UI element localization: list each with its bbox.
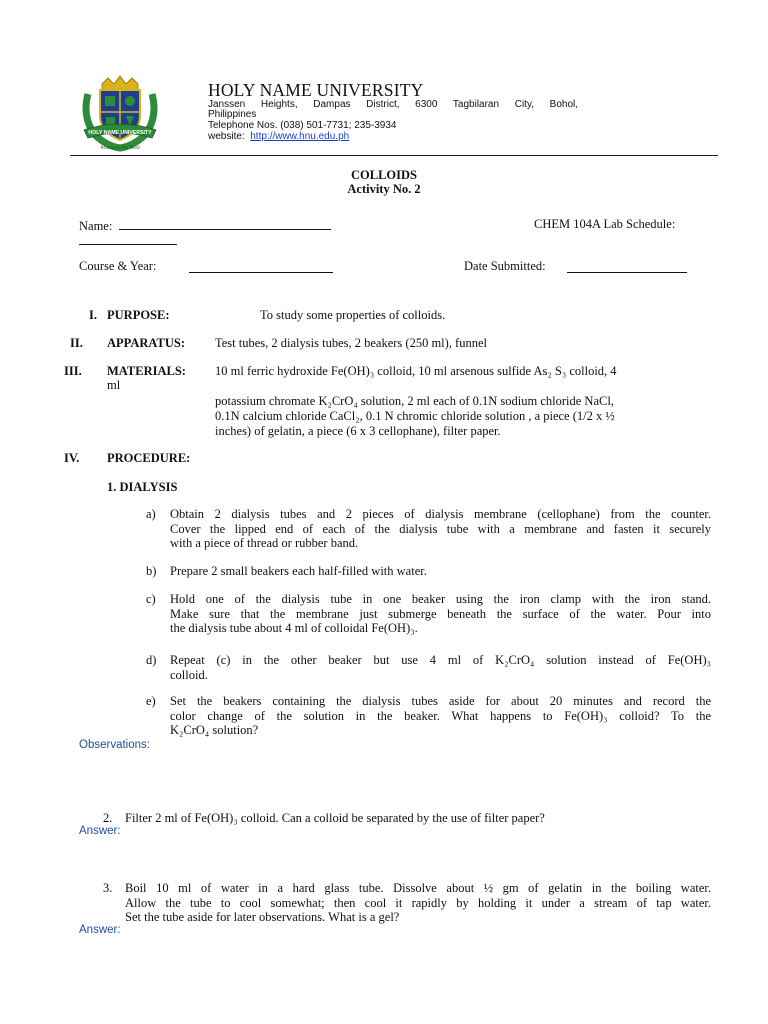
procedure-number: IV. bbox=[64, 451, 80, 465]
item-b-letter: b) bbox=[146, 564, 157, 578]
date-submitted-blank[interactable] bbox=[567, 272, 687, 273]
item-c-letter: c) bbox=[146, 592, 156, 606]
materials-line-3: 0.1N calcium chloride CaCl₂, 0.1 N chromic chloride solution , a piece (1/2 x ½ bbox=[215, 409, 615, 423]
item-e-line: color change of the solution in the beaker. What happens to Fe(OH)₃ colloid? To the bbox=[170, 708, 711, 723]
item-a-line: Obtain 2 dialysis tubes and 2 pieces of dialysis membrane (cellophane) from the counter. bbox=[170, 507, 711, 521]
name-label: Name: bbox=[79, 219, 113, 233]
dialysis-heading: 1. DIALYSIS bbox=[107, 480, 178, 494]
item-d-text bbox=[170, 653, 711, 682]
address-line-2: Philippines bbox=[208, 109, 257, 120]
telephone-numbers: Telephone Nos. (038) 501-7731; 235-3934 bbox=[208, 120, 397, 131]
logo-motto: Witness to the Word bbox=[100, 146, 140, 151]
website-link[interactable]: http://www.hnu.edu.ph bbox=[250, 131, 350, 142]
item-d-letter: d) bbox=[146, 653, 157, 667]
step-3-number: 3. bbox=[103, 881, 113, 895]
step-3-answer-label: Answer: bbox=[79, 924, 121, 936]
item-d-line: Repeat (c) in the other beaker but use 4 ml of K₂CrO₄ solution instead of Fe(OH)₃ bbox=[170, 653, 711, 667]
item-b-text: Prepare 2 small beakers each half-filled with water. bbox=[170, 564, 427, 578]
item-e-letter: e) bbox=[146, 694, 156, 708]
step-2-text: Filter 2 ml of Fe(OH)₃ colloid. Can a colloid be separated by the use of filter paper? bbox=[125, 811, 545, 825]
item-e-text bbox=[170, 694, 711, 738]
university-name: HOLY NAME UNIVERSITY bbox=[208, 80, 424, 100]
website-label: website: bbox=[208, 131, 245, 142]
university-logo bbox=[78, 74, 162, 152]
step-2-answer-label: Answer: bbox=[79, 825, 121, 837]
step-3-text bbox=[125, 881, 711, 925]
purpose-label: PURPOSE: bbox=[107, 308, 170, 322]
item-a-line: Cover the lipped end of each of the dialysis tube with a membrane and fasten it securely bbox=[170, 521, 711, 536]
lab-schedule-label: CHEM 104A Lab Schedule: bbox=[534, 217, 676, 231]
document-title bbox=[0, 168, 768, 196]
name-field bbox=[79, 217, 331, 234]
materials-line-1: 10 ml ferric hydroxide Fe(OH)₃ colloid, 10 ml arsenous sulfide As₂ S₃ colloid, 4 bbox=[215, 364, 617, 378]
purpose-text: To study some properties of colloids. bbox=[260, 308, 446, 322]
apparatus-text: Test tubes, 2 dialysis tubes, 2 beakers (250 ml), funnel bbox=[215, 336, 487, 350]
apparatus-number: II. bbox=[70, 336, 83, 350]
course-year-blank[interactable] bbox=[189, 272, 333, 273]
item-a-text bbox=[170, 507, 711, 551]
observations-label: Observations: bbox=[79, 739, 150, 751]
header-divider bbox=[70, 155, 718, 156]
materials-label: MATERIALS: bbox=[107, 364, 186, 378]
website-line bbox=[208, 131, 349, 142]
materials-line-2: potassium chromate K₂CrO₄ solution, 2 ml each of 0.1N sodium chloride NaCl, bbox=[215, 394, 614, 408]
item-e-line: Set the beakers containing the dialysis tubes aside for about 20 minutes and record the bbox=[170, 694, 711, 708]
item-c-text bbox=[170, 592, 711, 636]
logo-ribbon-text: HOLY NAME UNIVERSITY bbox=[88, 130, 152, 136]
step-3-line: Set the tube aside for later observations. What is a gel? bbox=[125, 910, 400, 924]
item-c-line: Hold one of the dialysis tube in one beaker using the iron clamp with the iron stand. bbox=[170, 592, 711, 606]
name-blank[interactable] bbox=[119, 217, 331, 230]
step-3-line: Boil 10 ml of water in a hard glass tube. Dissolve about ½ gm of gelatin in the boiling water. bbox=[125, 881, 711, 895]
course-year-label: Course & Year: bbox=[79, 259, 157, 273]
item-a-line: with a piece of thread or rubber band. bbox=[170, 536, 359, 550]
materials-line-1b: ml bbox=[107, 378, 121, 392]
procedure-label: PROCEDURE: bbox=[107, 451, 191, 465]
title-activity: Activity No. 2 bbox=[347, 182, 421, 196]
lab-schedule-blank[interactable] bbox=[79, 244, 177, 245]
item-c-line: Make sure that the membrane just submerge beneath the surface of the water. Pour into bbox=[170, 606, 711, 621]
materials-line-4: inches) of gelatin, a piece (6 x 3 cellophane), filter paper. bbox=[215, 424, 501, 438]
item-d-line: colloid. bbox=[170, 667, 208, 682]
item-e-line: K₂CrO₄ solution? bbox=[170, 723, 259, 737]
date-submitted-label: Date Submitted: bbox=[464, 259, 546, 273]
item-a-letter: a) bbox=[146, 507, 156, 521]
purpose-number: I. bbox=[89, 308, 97, 322]
item-c-line: the dialysis tube about 4 ml of colloidal Fe(OH)₃. bbox=[170, 621, 418, 635]
title-colloids: COLLOIDS bbox=[351, 168, 417, 182]
step-3-line: Allow the tube to cool somewhat; then cool it rapidly by holding it under a stream of tap water. bbox=[125, 895, 711, 910]
materials-number: III. bbox=[64, 364, 82, 378]
apparatus-label: APPARATUS: bbox=[107, 336, 186, 350]
address-line-1: Janssen Heights, Dampas District, 6300 Tagbilaran City, Bohol, bbox=[208, 99, 578, 110]
step-2-number: 2. bbox=[103, 811, 113, 825]
